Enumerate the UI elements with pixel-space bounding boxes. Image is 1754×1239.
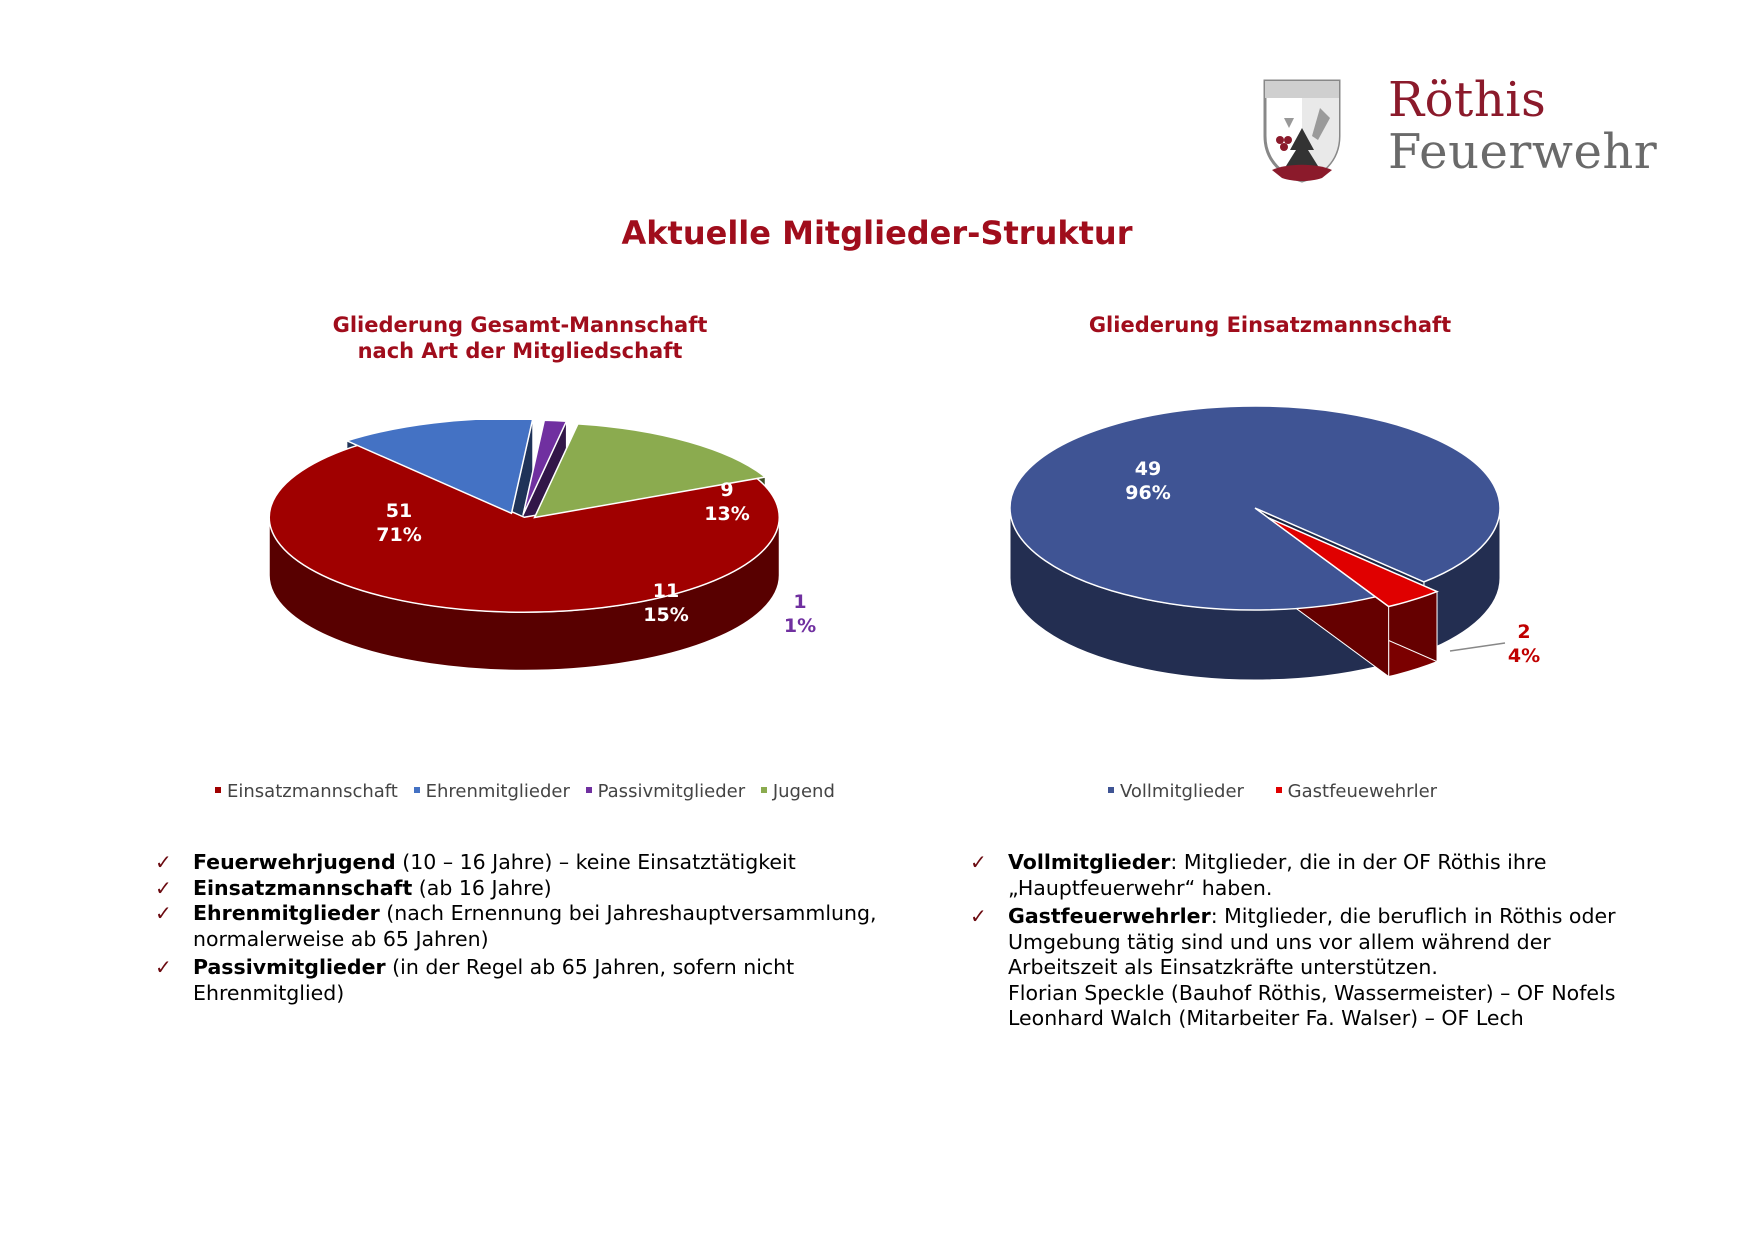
legend-swatch-jugend — [761, 787, 767, 793]
legend-swatch-ehren — [414, 787, 420, 793]
check-icon: ✓ — [155, 875, 172, 900]
note-feuerwehrjugend — [155, 850, 915, 876]
legend-item-jugend — [761, 781, 835, 802]
note-term: Ehrenmitglieder — [193, 901, 380, 925]
chart1-title — [290, 312, 750, 364]
label-gast-pct: 4% — [1507, 645, 1541, 667]
note-term: Feuerwehrjugend — [193, 850, 396, 874]
check-icon: ✓ — [155, 955, 172, 979]
note-term: Passivmitglieder — [193, 955, 386, 979]
note-extra-speckle: Florian Speckle (Bauhof Röthis, Wassermeister) – OF Nofels — [1008, 980, 1616, 1005]
legend-swatch-einsatz — [215, 787, 221, 793]
check-icon: ✓ — [970, 904, 987, 928]
check-icon: ✓ — [155, 901, 172, 925]
note-text: (in der Regel ab 65 Jahren, sofern nicht Ehrenmitglied) — [193, 955, 795, 1005]
legend-swatch-voll — [1108, 787, 1114, 793]
note-passivmitglieder — [155, 955, 915, 1006]
legend-label-ehren: Ehrenmitglieder — [425, 781, 570, 802]
check-icon: ✓ — [155, 850, 172, 874]
check-icon: ✓ — [970, 850, 987, 874]
label-voll-count: 49 — [1134, 458, 1162, 480]
note-term: Einsatzmannschaft — [193, 875, 413, 900]
label-gast-count: 2 — [1517, 621, 1531, 643]
note-term: Gastfeuerwehrler — [1008, 904, 1211, 928]
legend-item-passiv — [586, 781, 745, 802]
pie-slice-voll — [1010, 406, 1500, 610]
note-text: : Mitglieder, die in der OF Röthis ihre „Hauptfeuerwehr“ haben. — [1008, 850, 1547, 900]
note-text: : Mitglieder, die beruflich in Röthis oder Umgebung tätig sind und uns vor allem während der Arbeitszeit als Einsatzkräfte unterstützen. — [1008, 904, 1616, 979]
legend-item-gast — [1276, 781, 1437, 802]
page-title: Aktuelle Mitglieder-Struktur — [621, 214, 1133, 252]
chart2-title — [1040, 312, 1500, 338]
label-passiv-count: 1 — [793, 591, 807, 613]
note-einsatzmannschaft — [155, 876, 915, 902]
chart1-title-line2: nach Art der Mitgliedschaft — [357, 339, 683, 363]
leader-line-gast — [1450, 643, 1505, 651]
note-text: (10 – 16 Jahre) – keine Einsatztätigkeit — [395, 850, 796, 874]
legend-item-ehren — [414, 781, 570, 802]
label-ehren-count: 9 — [720, 479, 734, 501]
logo-subtitle: Feuerwehr — [1388, 124, 1658, 180]
legend-chart1 — [215, 781, 845, 802]
logo — [1262, 72, 1672, 188]
logo-name: Röthis — [1388, 72, 1547, 128]
note-gastfeuerwehrler — [970, 904, 1660, 1032]
note-text: (ab 16 Jahre) — [412, 875, 552, 900]
legend-label-gast: Gastfeuewehrler — [1287, 781, 1438, 802]
label-einsatz-pct: 71% — [376, 524, 422, 546]
legend-item-einsatz — [215, 781, 398, 802]
label-passiv-pct: 1% — [783, 615, 817, 637]
legend-label-voll: Vollmitglieder — [1120, 781, 1244, 802]
coat-of-arms-icon — [1262, 78, 1342, 183]
label-einsatz-count: 51 — [385, 500, 413, 522]
notes-left — [155, 850, 915, 1006]
legend-swatch-passiv — [586, 787, 592, 793]
legend-label-einsatz: Einsatzmannschaft — [227, 781, 398, 802]
note-vollmitglieder — [970, 850, 1660, 901]
note-ehrenmitglieder — [155, 901, 915, 952]
legend-label-passiv: Passivmitglieder — [597, 781, 746, 802]
pie-chart-einsatz — [990, 400, 1550, 700]
label-ehren-pct: 13% — [704, 503, 750, 525]
note-extra-walch: Leonhard Walch (Mitarbeiter Fa. Walser) – OF Lech — [1008, 1006, 1524, 1030]
chart2-title-line1: Gliederung Einsatzmannschaft — [1088, 313, 1452, 337]
note-text: (nach Ernennung bei Jahreshauptversammlung, normalerweise ab 65 Jahren) — [193, 901, 877, 951]
label-jugend-pct: 15% — [643, 604, 689, 626]
pie-chart-gesamt — [230, 420, 830, 720]
note-term: Vollmitglieder — [1008, 850, 1171, 874]
chart1-title-line1: Gliederung Gesamt-Mannschaft — [332, 313, 708, 337]
label-voll-pct: 96% — [1125, 482, 1171, 504]
legend-label-jugend: Jugend — [772, 781, 835, 802]
notes-right — [970, 850, 1660, 1032]
legend-item-voll — [1108, 781, 1244, 802]
legend-swatch-gast — [1276, 787, 1282, 793]
legend-chart2 — [1108, 781, 1447, 802]
label-jugend-count: 11 — [652, 580, 680, 602]
